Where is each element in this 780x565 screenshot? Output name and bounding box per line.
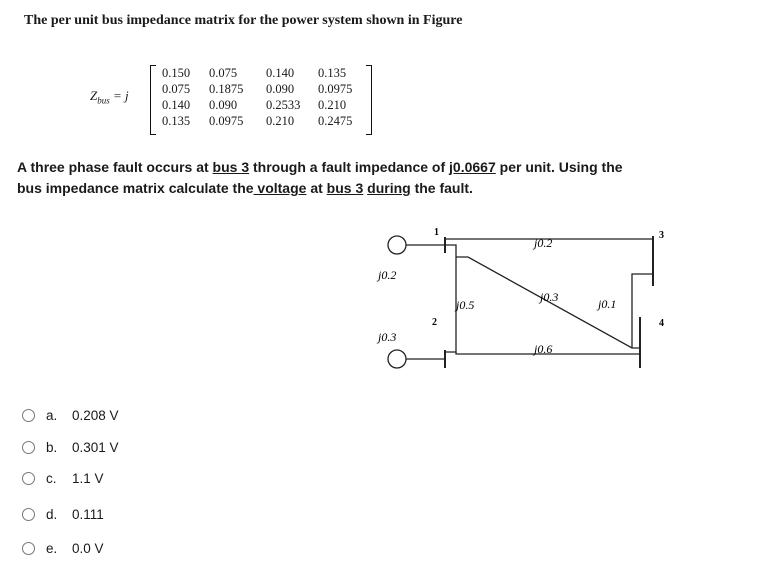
option-text: 0.111 — [72, 506, 104, 522]
line13-impedance-label: j0.2 — [534, 236, 553, 250]
question-text-underlined: j0.0667 — [449, 159, 496, 175]
zbus-equals: = j — [109, 88, 129, 103]
question-text — [17, 157, 637, 199]
radio-circle-icon[interactable] — [22, 472, 35, 485]
question-text-underlined: bus 3 — [212, 159, 250, 175]
question-text-underlined: during — [367, 180, 411, 196]
question-text-part: at — [306, 180, 327, 196]
option-c[interactable] — [22, 467, 104, 489]
zbus-label — [90, 88, 129, 106]
matrix-cell: 0.075 — [162, 82, 191, 96]
option-text: 0.208 V — [72, 407, 119, 423]
option-letter: a. — [46, 407, 58, 423]
matrix-cell: 0.075 — [209, 66, 238, 80]
matrix-cell: 0.090 — [266, 82, 295, 96]
option-e[interactable] — [22, 537, 104, 559]
option-letter: e. — [46, 540, 58, 556]
option-a[interactable] — [22, 404, 119, 426]
generator-1-icon — [388, 236, 406, 254]
matrix-cell: 0.210 — [266, 114, 295, 128]
matrix-cell: 0.090 — [209, 98, 238, 112]
question-title: The per unit bus impedance matrix for the power system shown in Figure — [24, 13, 463, 28]
matrix-cell: 0.135 — [318, 66, 347, 80]
matrix-cell: 0.0975 — [318, 82, 353, 96]
question-text-part: through a fault impedance of — [249, 159, 450, 175]
bus-label: 1 — [434, 227, 439, 238]
matrix-cell: 0.1875 — [209, 82, 244, 96]
generator-2-icon — [388, 350, 406, 368]
zbus-subscript: bus — [97, 95, 110, 106]
radio-circle-icon[interactable] — [22, 508, 35, 521]
matrix-cell: 0.2475 — [318, 114, 353, 128]
matrix-right-bracket — [366, 65, 372, 135]
line-3-4 — [632, 274, 653, 348]
radio-circle-icon[interactable] — [22, 441, 35, 454]
gen2-impedance-label: j0.3 — [378, 330, 397, 344]
option-letter: b. — [46, 439, 58, 455]
option-text: 0.301 V — [72, 439, 119, 455]
line24-impedance-label: j0.6 — [534, 342, 553, 356]
matrix-cell: 0.140 — [266, 66, 295, 80]
option-letter: d. — [46, 506, 58, 522]
matrix-cell: 0.150 — [162, 66, 191, 80]
power-system-diagram — [360, 222, 670, 382]
line34-impedance-label: j0.1 — [598, 297, 617, 311]
question-text-part: A three phase fault occurs at — [17, 159, 213, 175]
option-letter: c. — [46, 470, 57, 486]
question-text-part: the fault. — [410, 180, 473, 196]
matrix-cell: 0.0975 — [209, 114, 244, 128]
line14-impedance-label: j0.3 — [540, 290, 559, 304]
matrix-cell: 0.210 — [318, 98, 347, 112]
line-1-2 — [445, 245, 456, 352]
matrix-left-bracket — [150, 65, 156, 135]
matrix-cell: 0.140 — [162, 98, 191, 112]
matrix-cell: 0.135 — [162, 114, 191, 128]
question-text-underlined: bus 3 — [326, 180, 364, 196]
question-text-underlined: voltage — [253, 180, 307, 196]
option-d[interactable] — [22, 503, 104, 525]
question-text-part: per unit. Using the bus impedance matrix calculate the — [17, 159, 623, 196]
option-b[interactable] — [22, 436, 119, 458]
gen1-impedance-label: j0.2 — [378, 268, 397, 282]
matrix-cell: 0.2533 — [266, 98, 301, 112]
zbus-symbol: Z — [90, 88, 98, 103]
option-text: 0.0 V — [72, 540, 104, 556]
bus-label: 4 — [659, 318, 664, 329]
radio-circle-icon[interactable] — [22, 542, 35, 555]
zbus-matrix — [150, 65, 372, 135]
bus-label: 3 — [659, 230, 664, 241]
bus-label: 2 — [432, 317, 437, 328]
option-text: 1.1 V — [72, 470, 104, 486]
line12-impedance-label: j0.5 — [456, 298, 475, 312]
radio-circle-icon[interactable] — [22, 409, 35, 422]
